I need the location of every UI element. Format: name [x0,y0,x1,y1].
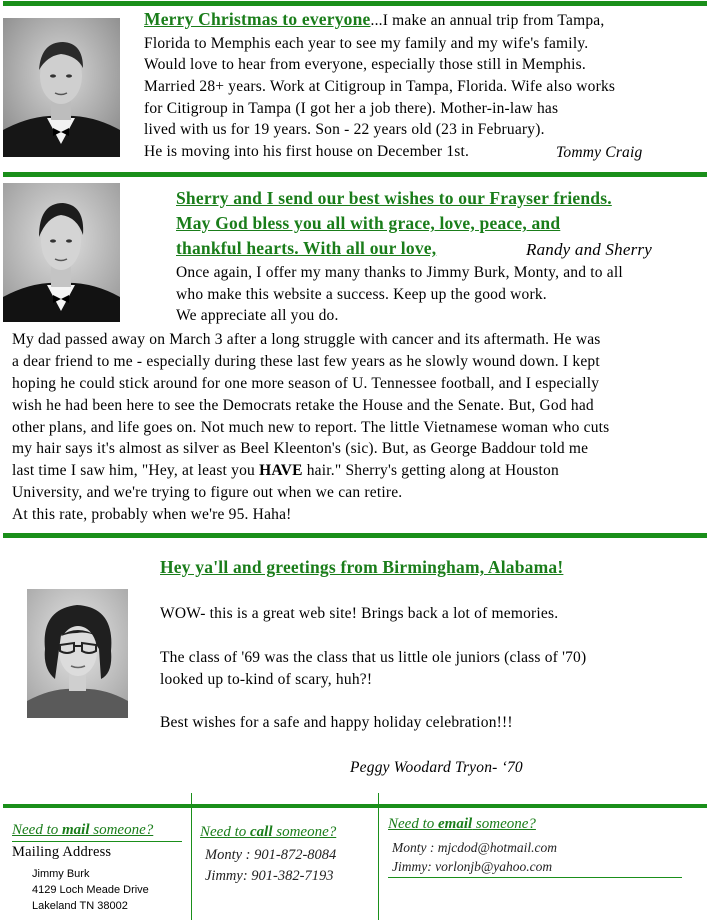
mail-city: Lakeland TN 38002 [32,900,128,912]
footer-separator-1 [191,793,192,920]
post1-line-1 [144,8,604,32]
tommy-craig-photo [3,18,120,157]
post2-heading-line-2: May God bless you all with grace, love, peace, and [176,213,561,233]
post1-heading: Merry Christmas to everyone [144,9,371,29]
post2-thanks-line-2: who make this website a success. Keep up the good work. [176,286,547,303]
post1-line-4: Married 28+ years. Work at Citigroup in Tampa, Florida. Wife also works [144,78,616,95]
post1-signature: Tommy Craig [556,144,643,161]
email-underline-rule [388,877,682,878]
mail-name: Jimmy Burk [32,868,90,880]
post2-body-line-4: wish he had been here to see the Democrats retake the House and the Senate. But, God had [12,397,594,414]
post1-first-line-rest: ...I make an annual trip from Tampa, [370,12,605,29]
post1-line-2: Florida to Memphis each year to see my family and my wife's family. [144,35,589,52]
divider-1 [3,172,707,177]
email-heading: Need to email someone? [388,816,536,832]
post2-signature: Randy and Sherry [526,240,652,259]
mail-street: 4129 Loch Meade Drive [32,884,149,896]
post3-signature: Peggy Woodard Tryon- ‘70 [350,759,523,776]
hair-line-bold: HAVE [259,462,303,479]
post2-body-line-7 [12,461,559,482]
post3-paragraph-1: WOW- this is a great web site! Brings back a lot of memories. [160,605,559,622]
post3-paragraph-2-line-1: The class of '69 was the class that us little ole juniors (class of '70) [160,649,587,666]
footer-separator-2 [378,793,379,920]
post3-paragraph-3: Best wishes for a safe and happy holiday celebration!!! [160,714,513,731]
footer-divider [3,804,707,808]
post2-body-line-6: my hair says it's almost as silver as Beel Kleenton's (sic). But, as George Baddour told me [12,440,589,457]
call-monty: Monty : 901-872-8084 [205,847,337,863]
hair-line-pre: last time I saw him, "Hey, at least you [12,462,260,479]
post3-paragraph-2-line-2: looked up to-kind of scary, huh?! [160,671,373,688]
post2-thanks-line-3: We appreciate all you do. [176,307,339,324]
mail-link[interactable]: mail [62,822,90,838]
post2-body-line-1: My dad passed away on March 3 after a long struggle with cancer and its aftermath. He was [12,331,601,348]
post1-line-6: lived with us for 19 years. Son - 22 years old (23 in February). [144,121,545,138]
email-link[interactable]: email [438,816,473,832]
post2-body-line-5: other plans, and life goes on. Not much new to report. The little Vietnamese woman who cuts [12,419,610,436]
post1-line-3: Would love to hear from everyone, especially those still in Memphis. [144,56,586,73]
email-monty: Monty : mjcdod@hotmail.com [392,840,558,855]
call-heading: Need to call someone? [200,824,337,840]
divider-2 [3,533,707,538]
call-jimmy: Jimmy: 901-382-7193 [205,868,334,884]
mailing-address-label: Mailing Address [12,844,112,860]
email-jimmy: Jimmy: vorlonjb@yahoo.com [392,859,553,874]
randy-photo [3,183,120,322]
post2-body-line-8: University, and we're trying to figure out when we can retire. [12,484,403,501]
post2-body-line-2: a dear friend to me - especially during these last few years as he slowly wound down. I kept [12,353,600,370]
hair-line-post: hair." Sherry's getting along at Houston [302,462,559,479]
post2-heading-line-3: thankful hearts. With all our love, [176,238,437,258]
mail-heading: Need to mail someone? [12,822,154,838]
peggy-woodard-tryon-photo [27,589,128,718]
post2-body-line-3: hoping he could stick around for one more season of U. Tennessee football, and I especially [12,375,600,392]
post1-line-7: He is moving into his first house on December 1st. [144,143,470,160]
post2-heading-line-1: Sherry and I send our best wishes to our Frayser friends. [176,188,612,208]
post2-body-line-9: At this rate, probably when we're 95. Haha! [12,506,292,523]
post2-thanks-line-1: Once again, I offer my many thanks to Jimmy Burk, Monty, and to all [176,264,623,281]
post3-heading: Hey ya'll and greetings from Birmingham, Alabama! [160,557,564,577]
top-divider [3,1,707,6]
post1-line-5: for Citigroup in Tampa (I got her a job there). Mother-in-law has [144,100,559,117]
call-link[interactable]: call [250,824,273,840]
